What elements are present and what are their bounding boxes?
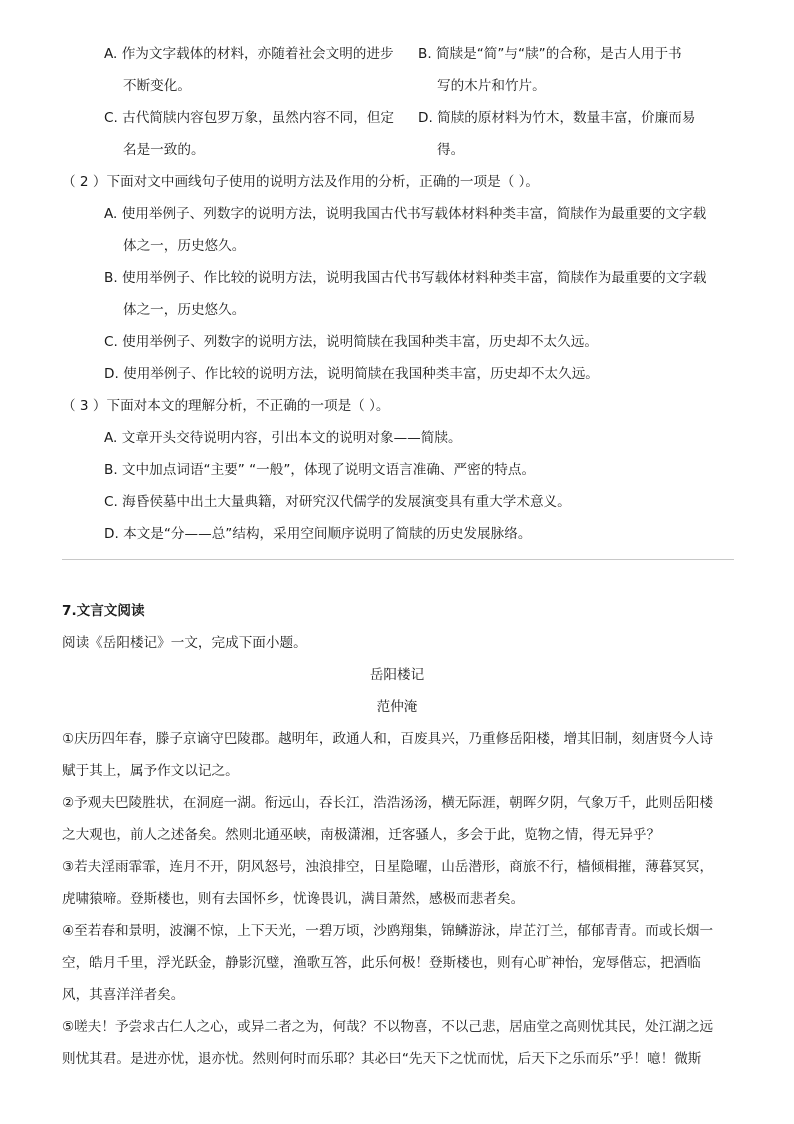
section7-number: 7. [62, 603, 77, 619]
q2-option-d: D. 使用举例子、作比较的说明方法，说明简牍在我国种类丰富，历史却不太久远。 [104, 366, 599, 382]
q1-option-a-line1: A. 作为文字载体的材料，亦随着社会文明的进步 [104, 46, 394, 62]
paragraph-2-line2: 之大观也，前人之述备矣。然则北通巫峡，南极潇湘，迁客骚人，多会于此，览物之情，得无异乎？ [62, 827, 661, 843]
paragraph-5-line2: 则忧其君。是进亦忧，退亦忧。然则何时而乐耶？其必曰“先天下之忧而忧，后天下之乐而乐”乎！噫！微斯 [62, 1051, 702, 1067]
paragraph-3-line1: ③若夫淫雨霏霏，连月不开，阴风怒号，浊浪排空，日星隐曜，山岳潜形，商旅不行，樯倾楫摧，薄暮冥冥， [62, 859, 714, 875]
paragraph-1-line2: 赋于其上，属予作文以记之。 [62, 763, 239, 779]
paragraph-5-line1: ⑤嗟夫！予尝求古仁人之心，或异二者之为，何哉？不以物喜，不以己悲，居庙堂之高则忧其民，处江湖之远 [62, 1019, 714, 1035]
q1-option-b-line2: 写的木片和竹片。 [437, 78, 546, 94]
q1-option-d-line1: D. 简牍的原材料为竹木，数量丰富，价廉而易 [418, 110, 696, 126]
passage-title: 岳阳楼记 [369, 667, 425, 683]
q1-option-d-line2: 得。 [437, 142, 465, 158]
q1-option-b-line1: B. 简牍是“简”与“牍”的合称，是古人用于书 [418, 46, 682, 62]
q1-option-c-line2: 名是一致的。 [123, 142, 205, 158]
paragraph-3-line2: 虎啸猿啼。登斯楼也，则有去国怀乡，忧谗畏讥，满目萧然，感极而悲者矣。 [62, 891, 525, 907]
paragraph-4-line3: 风，其喜洋洋者矣。 [62, 987, 185, 1003]
q3-option-b: B. 文中加点词语“主要” “一般”，体现了说明文语言准确、严密的特点。 [104, 462, 536, 478]
q2-option-a-line1: A. 使用举例子、列数字的说明方法，说明我国古代书写载体材料种类丰富，简牍作为最重要的文字载 [104, 206, 707, 222]
q2-option-c: C. 使用举例子、列数字的说明方法，说明简牍在我国种类丰富，历史却不太久远。 [104, 334, 598, 350]
paragraph-1-line1: ①庆历四年春，滕子京谪守巴陵郡。越明年，政通人和，百废具兴，乃重修岳阳楼，增其旧制，刻唐贤今人诗 [62, 731, 714, 747]
q1-option-c-line1: C. 古代简牍内容包罗万象，虽然内容不同，但定 [104, 110, 395, 126]
section7-instruction: 阅读《岳阳楼记》一文，完成下面小题。 [62, 635, 307, 651]
q2-option-b-line1: B. 使用举例子、作比较的说明方法，说明我国古代书写载体材料种类丰富，简牍作为最重要的文字载 [104, 270, 707, 286]
q2-stem: （ 2 ）下面对文中画线句子使用的说明方法及作用的分析，正确的一项是（ ）。 [62, 174, 539, 190]
q3-option-d: D. 本文是“分——总”结构，采用空间顺序说明了简牍的历史发展脉络。 [104, 526, 532, 542]
q2-option-a-line2: 体之一，历史悠久。 [123, 238, 246, 254]
q1-option-a-line2: 不断变化。 [123, 78, 191, 94]
q3-option-a: A. 文章开头交待说明内容，引出本文的说明对象——简牍。 [104, 430, 462, 446]
paragraph-2-line1: ②予观夫巴陵胜状，在洞庭一湖。衔远山，吞长江，浩浩汤汤，横无际涯，朝晖夕阴，气象万千，此则岳阳楼 [62, 795, 714, 811]
paragraph-4-line1: ④至若春和景明，波澜不惊，上下天光，一碧万顷，沙鸥翔集，锦鳞游泳，岸芷汀兰，郁郁青青。而或长烟一 [62, 923, 714, 939]
q2-option-b-line2: 体之一，历史悠久。 [123, 302, 246, 318]
q3-stem: （ 3 ）下面对本文的理解分析，不正确的一项是（ ）。 [62, 398, 390, 414]
section-divider [62, 559, 734, 560]
section7-title: 文言文阅读 [76, 603, 145, 619]
q3-option-c: C. 海昏侯墓中出土大量典籍，对研究汉代儒学的发展演变具有重大学术意义。 [104, 494, 571, 510]
section7-heading [62, 602, 145, 620]
paragraph-4-line2: 空，皓月千里，浮光跃金，静影沉璧，渔歌互答，此乐何极！登斯楼也，则有心旷神怡，宠辱偕忘，把酒临 [62, 955, 701, 971]
passage-author: 范仲淹 [376, 699, 418, 715]
